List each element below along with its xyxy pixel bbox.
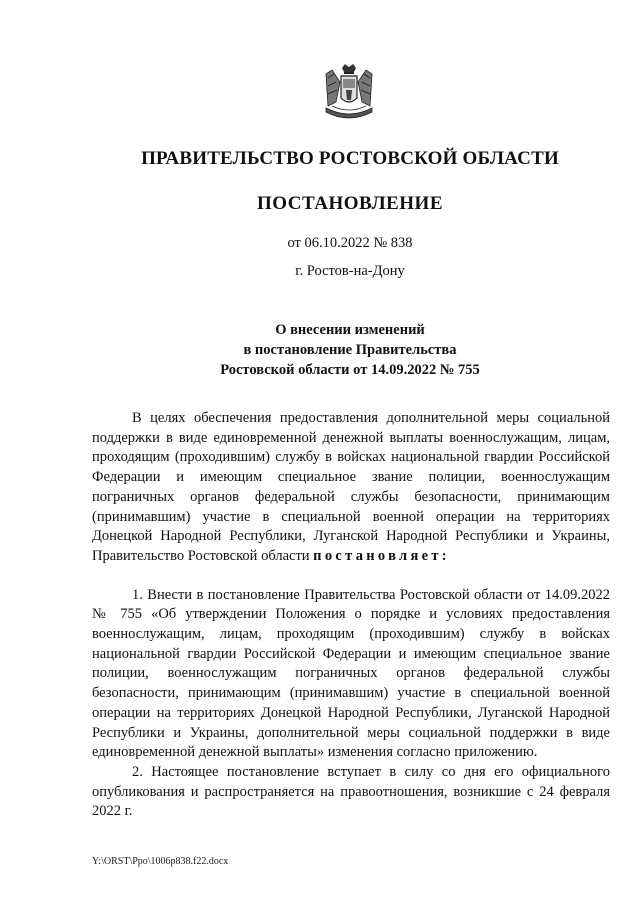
preamble-text: В целях обеспечения предоставления дополнительной меры социальной поддержки в виде единовременной денежной выплаты военнослужащим, лицам, проходящим (проходившим) службу в войсках национальной гвардии Российской Федерации и имеющим специальное звание полиции, военнослужащим пограничных органов федеральной службы безопасности, принимающим (принимавшим) участие в специальной военной операции на территориях Донецкой Народной Республики, Луганской Народной Республики и Украины, Правительство Ростовской области [92, 410, 610, 564]
organization-title: ПРАВИТЕЛЬСТВО РОСТОВСКОЙ ОБЛАСТИ [141, 148, 559, 169]
document-type: ПОСТАНОВЛЕНИЕ [256, 193, 444, 214]
item-1-paragraph: 1. Внести в постановление Правительства Ростовской области от 14.09.2022 № 755 «Об утверждении Положения о порядке и условиях предоставления военнослужащим, лицам, проходящим (проходившим) службу в войсках национальной гвардии Российской Федерации и имеющим специальное звание полиции, военнослужащим пограничных органов федеральной службы безопасности, принимающим (принимавшим) участие в специальной военной операции на территориях Донецкой Народной Республики, Луганской Народной Республики и Украины, дополнительной меры социальной поддержки в виде единовременной денежной выплаты» изменения согласно приложению. [92, 586, 610, 761]
preamble-paragraph [92, 409, 610, 567]
subject-line-1: О внесении изменений [275, 322, 425, 338]
document-subject [0, 320, 640, 380]
subject-line-2: в постановление Правительства [243, 342, 457, 358]
resolves-word: постановляет: [313, 547, 450, 564]
item-2-paragraph: 2. Настоящее постановление вступает в силу со дня его официального опубликования и распространяется на правоотношения, возникшие с 24 февраля 2022 г. [92, 763, 610, 820]
document-date-number: от 06.10.2022 № 838 [287, 235, 413, 251]
document-city: г. Ростов-на-Дону [295, 263, 405, 279]
coat-of-arms-icon [318, 62, 380, 124]
document-body [92, 409, 610, 822]
subject-line-3: Ростовской области от 14.09.2022 № 755 [220, 362, 480, 378]
file-path-footer: Y:\ORST\Ppo\1006p838.f22.docx [92, 856, 229, 867]
